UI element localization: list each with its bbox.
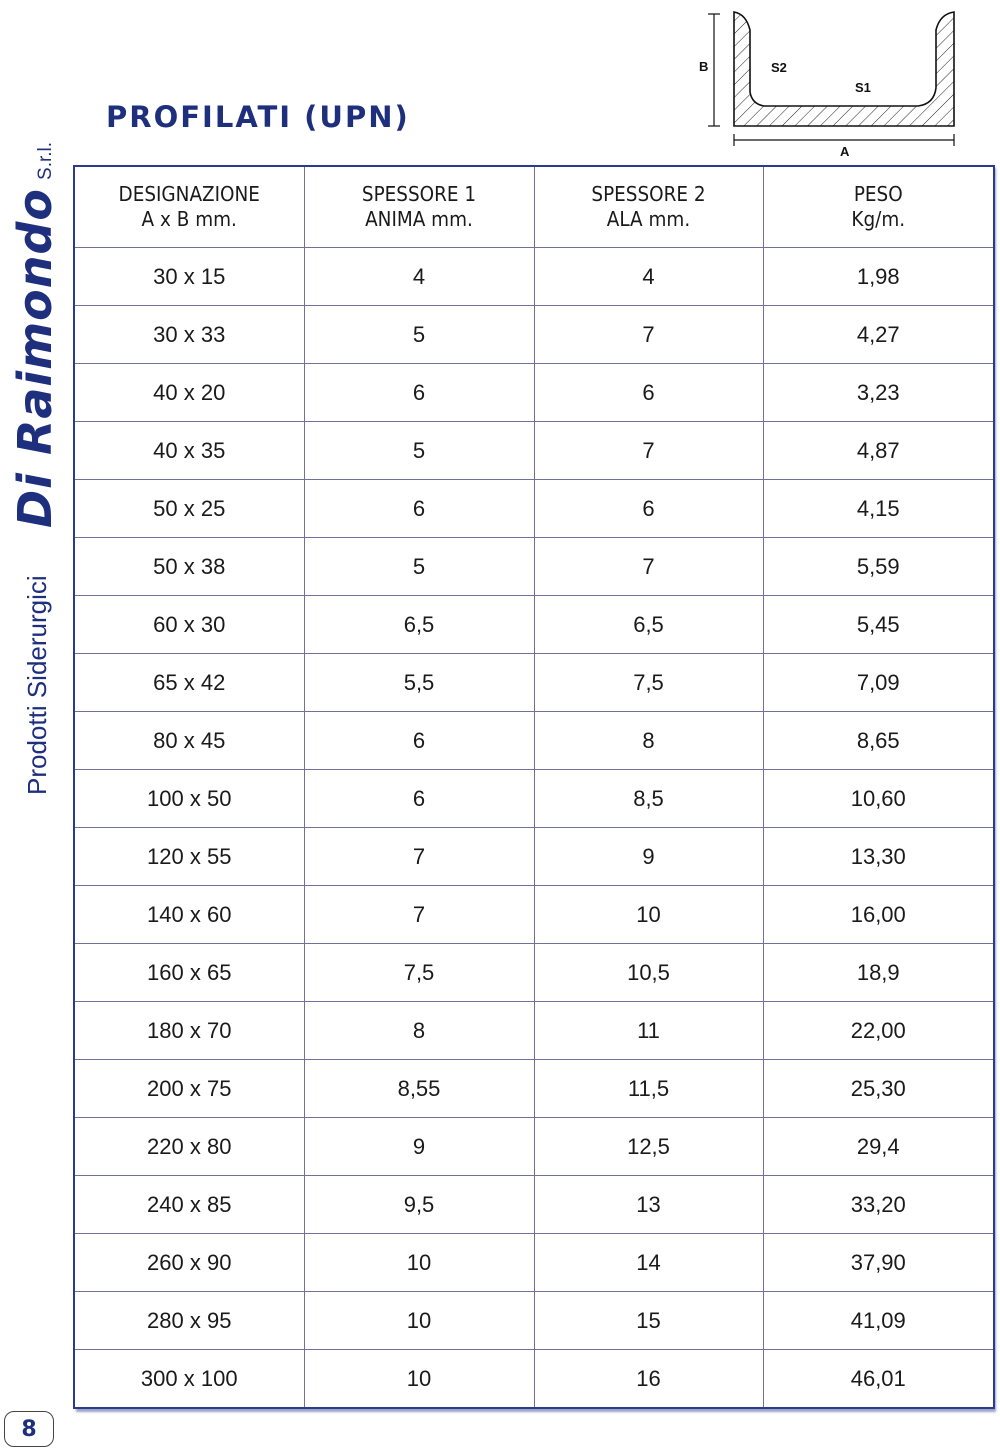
table-row <box>74 1060 994 1118</box>
table-row <box>74 1176 994 1234</box>
cell-spessore-1: 10 <box>304 1292 534 1350</box>
table-row <box>74 1234 994 1292</box>
cell-designazione: 60 x 30 <box>74 596 304 654</box>
cell-spessore-1: 4 <box>304 248 534 306</box>
brand-tagline: Prodotti Siderurgici <box>22 575 52 795</box>
upn-profile-diagram <box>696 8 968 160</box>
cell-spessore-2: 7 <box>534 422 763 480</box>
table-body <box>74 248 994 1409</box>
table-row <box>74 654 994 712</box>
table-row <box>74 596 994 654</box>
cell-peso: 41,09 <box>763 1292 994 1350</box>
cell-peso: 10,60 <box>763 770 994 828</box>
cell-designazione: 260 x 90 <box>74 1234 304 1292</box>
header-peso: PESO Kg/m. <box>772 166 985 248</box>
cell-spessore-1: 8,55 <box>304 1060 534 1118</box>
cell-designazione: 50 x 25 <box>74 480 304 538</box>
cell-spessore-1: 6 <box>304 712 534 770</box>
cell-peso: 4,15 <box>763 480 994 538</box>
cell-spessore-2: 8,5 <box>534 770 763 828</box>
cell-spessore-2: 7 <box>534 306 763 364</box>
cell-peso: 5,59 <box>763 538 994 596</box>
cell-spessore-2: 6 <box>534 480 763 538</box>
cell-spessore-1: 6,5 <box>304 596 534 654</box>
table-row <box>74 480 994 538</box>
cell-peso: 18,9 <box>763 944 994 1002</box>
table-row <box>74 1118 994 1176</box>
cell-spessore-2: 14 <box>534 1234 763 1292</box>
cell-peso: 1,98 <box>763 248 994 306</box>
cell-peso: 5,45 <box>763 596 994 654</box>
cell-designazione: 30 x 33 <box>74 306 304 364</box>
cell-spessore-2: 4 <box>534 248 763 306</box>
table-row <box>74 1350 994 1409</box>
cell-spessore-1: 10 <box>304 1234 534 1292</box>
cell-spessore-2: 6,5 <box>534 596 763 654</box>
cell-peso: 13,30 <box>763 828 994 886</box>
cell-spessore-1: 5 <box>304 538 534 596</box>
cell-peso: 25,30 <box>763 1060 994 1118</box>
cell-spessore-2: 11 <box>534 1002 763 1060</box>
channel-section-shape <box>734 12 954 126</box>
cell-spessore-1: 6 <box>304 480 534 538</box>
cell-spessore-2: 7,5 <box>534 654 763 712</box>
cell-spessore-2: 16 <box>534 1350 763 1409</box>
cell-designazione: 220 x 80 <box>74 1118 304 1176</box>
cell-designazione: 200 x 75 <box>74 1060 304 1118</box>
label-a: A <box>840 144 850 159</box>
cell-spessore-1: 5 <box>304 306 534 364</box>
header-designazione: DESIGNAZIONE A x B mm. <box>83 166 295 248</box>
cell-peso: 16,00 <box>763 886 994 944</box>
table-row <box>74 886 994 944</box>
cell-peso: 37,90 <box>763 1234 994 1292</box>
cell-designazione: 40 x 35 <box>74 422 304 480</box>
cell-spessore-1: 5,5 <box>304 654 534 712</box>
cell-spessore-2: 10 <box>534 886 763 944</box>
cell-peso: 22,00 <box>763 1002 994 1060</box>
cell-spessore-2: 13 <box>534 1176 763 1234</box>
cell-spessore-1: 7 <box>304 828 534 886</box>
cell-peso: 29,4 <box>763 1118 994 1176</box>
header-spessore-1: SPESSORE 1 ANIMA mm. <box>313 166 525 248</box>
cell-designazione: 120 x 55 <box>74 828 304 886</box>
cell-designazione: 160 x 65 <box>74 944 304 1002</box>
table-row <box>74 422 994 480</box>
brand-logo <box>8 128 62 528</box>
cell-spessore-1: 10 <box>304 1350 534 1409</box>
cell-peso: 7,09 <box>763 654 994 712</box>
cell-spessore-1: 6 <box>304 364 534 422</box>
cell-designazione: 80 x 45 <box>74 712 304 770</box>
upn-table <box>73 165 995 1409</box>
cell-designazione: 65 x 42 <box>74 654 304 712</box>
cell-spessore-1: 6 <box>304 770 534 828</box>
cell-designazione: 40 x 20 <box>74 364 304 422</box>
cell-spessore-2: 10,5 <box>534 944 763 1002</box>
cell-designazione: 180 x 70 <box>74 1002 304 1060</box>
table-row <box>74 770 994 828</box>
cell-designazione: 240 x 85 <box>74 1176 304 1234</box>
page-title: PROFILATI (UPN) <box>106 100 410 134</box>
table-row <box>74 712 994 770</box>
label-s1: S1 <box>855 80 871 95</box>
label-s2: S2 <box>771 60 787 75</box>
label-b: B <box>699 59 709 74</box>
cell-spessore-2: 8 <box>534 712 763 770</box>
table-row <box>74 944 994 1002</box>
cell-designazione: 30 x 15 <box>74 248 304 306</box>
brand-name: Di Raimondo <box>8 187 62 528</box>
cell-peso: 33,20 <box>763 1176 994 1234</box>
cell-peso: 4,27 <box>763 306 994 364</box>
cell-spessore-2: 12,5 <box>534 1118 763 1176</box>
page-number: 8 <box>4 1411 54 1447</box>
cell-designazione: 300 x 100 <box>74 1350 304 1409</box>
cell-spessore-2: 15 <box>534 1292 763 1350</box>
cell-spessore-2: 7 <box>534 538 763 596</box>
cell-designazione: 140 x 60 <box>74 886 304 944</box>
brand-suffix: S.r.l. <box>35 141 56 180</box>
cell-spessore-1: 9,5 <box>304 1176 534 1234</box>
table-row <box>74 248 994 306</box>
cell-spessore-2: 11,5 <box>534 1060 763 1118</box>
cell-peso: 8,65 <box>763 712 994 770</box>
cell-designazione: 100 x 50 <box>74 770 304 828</box>
upn-table-container <box>73 165 993 1409</box>
table-row <box>74 1002 994 1060</box>
table-row <box>74 828 994 886</box>
cell-peso: 46,01 <box>763 1350 994 1409</box>
table-row <box>74 364 994 422</box>
cell-spessore-2: 9 <box>534 828 763 886</box>
cell-spessore-1: 9 <box>304 1118 534 1176</box>
cell-spessore-1: 7 <box>304 886 534 944</box>
cell-peso: 3,23 <box>763 364 994 422</box>
table-header-row <box>74 166 994 248</box>
cell-spessore-1: 7,5 <box>304 944 534 1002</box>
cell-peso: 4,87 <box>763 422 994 480</box>
cell-spessore-1: 8 <box>304 1002 534 1060</box>
table-row <box>74 538 994 596</box>
table-row <box>74 306 994 364</box>
cell-spessore-1: 5 <box>304 422 534 480</box>
cell-designazione: 50 x 38 <box>74 538 304 596</box>
cell-designazione: 280 x 95 <box>74 1292 304 1350</box>
cell-spessore-2: 6 <box>534 364 763 422</box>
table-row <box>74 1292 994 1350</box>
header-spessore-2: SPESSORE 2 ALA mm. <box>543 166 754 248</box>
